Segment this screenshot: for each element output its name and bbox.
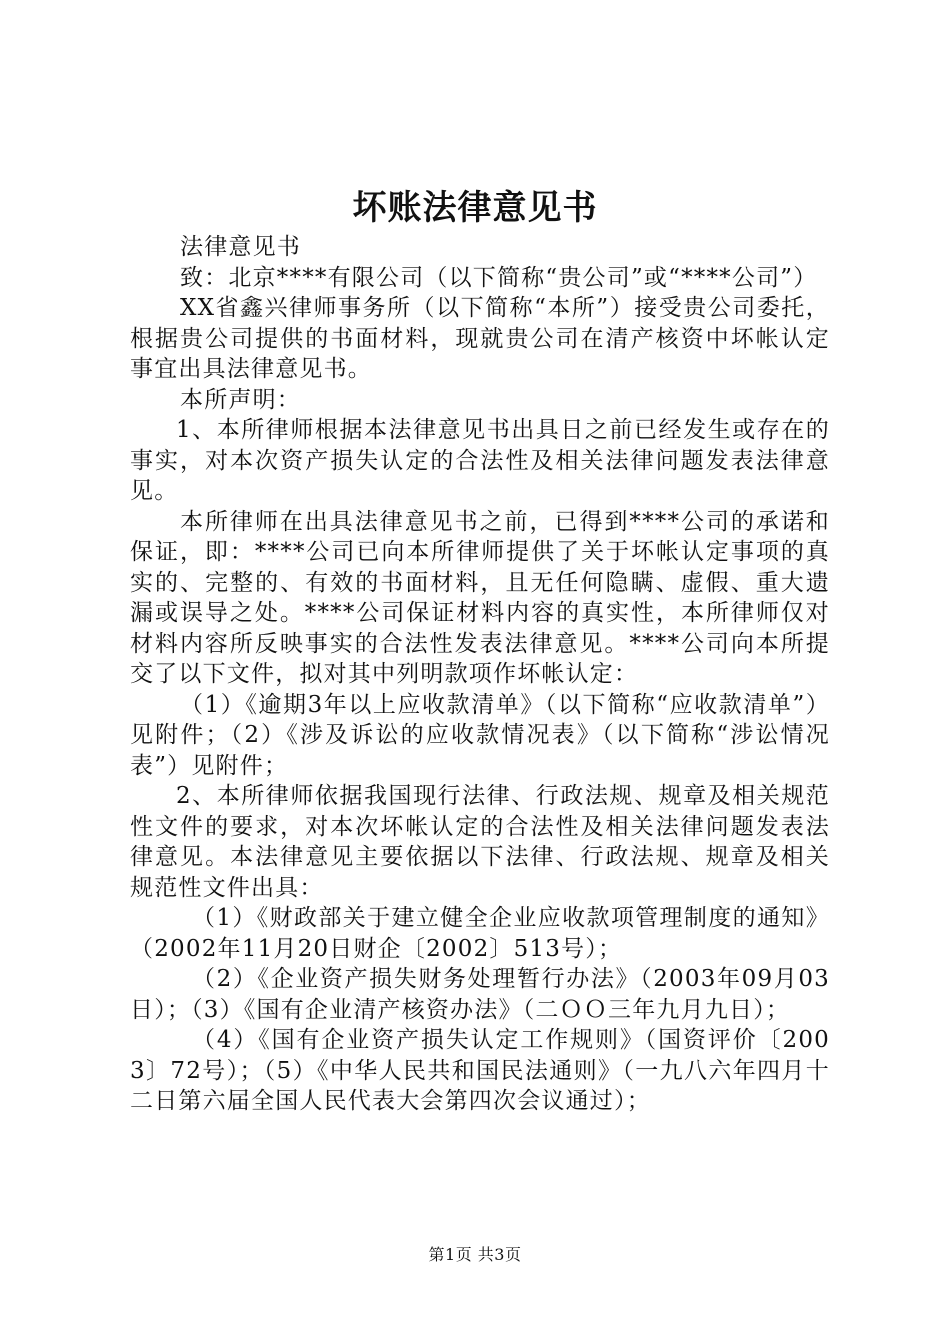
paragraph: （1）《财政部关于建立健全企业应收款项管理制度的通知》（2002年11月20日财企〔2002〕513号）； [130, 905, 830, 962]
paragraph: 本所声明： [180, 386, 301, 413]
paragraph: 本所律师在出具法律意见书之前，已得到****公司的承诺和保证，即：****公司已向本所律师提供了关于坏帐认定事项的真实的、完整的、有效的书面材料，且无任何隐瞒、虚假、重大遗漏或误导之处。****公司保证材料内容的真实性，本所律师仅对材料内容所反映事实的合法性发表法律意见。****公司向本所提交了以下文件，拟对其中列明款项作坏帐认定： [130, 508, 830, 687]
paragraph: 致：北京****有限公司（以下简称“贵公司”或“****公司”） [180, 264, 818, 291]
paragraph: 2、本所律师依据我国现行法律、行政法规、规章及相关规范性文件的要求，对本次坏帐认定的合法性及相关法律问题发表法律意见。本法律意见主要依据以下法律、行政法规、规章及相关规范性文件出具： [130, 783, 830, 901]
document-body [130, 232, 830, 1117]
document-title: 坏账法律意见书 [352, 188, 598, 228]
paragraph: （1）《逾期3年以上应收款清单》（以下简称“应收款清单”）见附件；（2）《涉及诉讼的应收款情况表》（以下简称“涉讼情况表”）见附件； [130, 691, 830, 779]
paragraph: （2）《企业资产损失财务处理暂行办法》（2003年09月03日）；（3）《国有企业清产核资办法》（二ＯＯ三年九月九日）； [130, 966, 830, 1023]
paragraph: XX省鑫兴律师事务所（以下简称“本所”）接受贵公司委托，根据贵公司提供的书面材料，现就贵公司在清产核资中坏帐认定事宜出具法律意见书。 [130, 295, 830, 382]
page-footer: 第1页 共3页 [428, 1245, 522, 1264]
paragraph: 法律意见书 [180, 234, 301, 260]
paragraph: 1、本所律师根据本法律意见书出具日之前已经发生或存在的事实，对本次资产损失认定的合法性及相关法律问题发表法律意见。 [130, 417, 830, 504]
paragraph: （4）《国有企业资产损失认定工作规则》（国资评价〔2003〕72号）；（5）《中华人民共和国民法通则》（一九八六年四月十二日第六届全国人民代表大会第四次会议通过）； [130, 1027, 830, 1114]
